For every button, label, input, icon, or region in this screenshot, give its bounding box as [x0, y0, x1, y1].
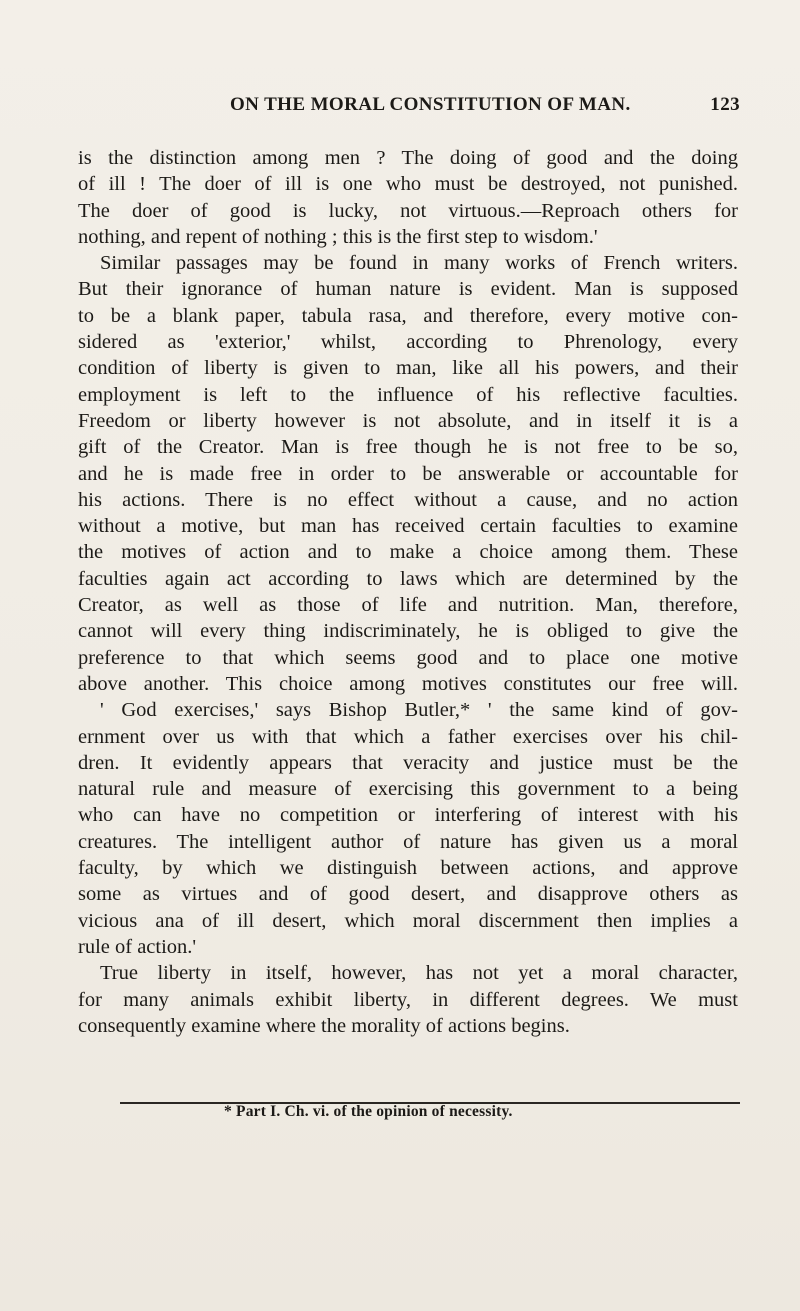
text-line: and he is made free in order to be answerable or accountable for: [78, 462, 738, 485]
running-head: [230, 94, 740, 124]
text-line: employment is left to the influence of his reflective faculties.: [78, 383, 738, 406]
text-line: Creator, as well as those of life and nutrition. Man, therefore,: [78, 594, 738, 617]
paragraph-first-line: Similar passages may be found in many works of French writers.: [100, 252, 738, 275]
text-line: faculties again act according to laws which are determined by the: [78, 567, 738, 590]
footnote: * Part I. Ch. vi. of the opinion of necessity.: [224, 1103, 513, 1120]
text-line: dren. It evidently appears that veracity and justice must be the: [78, 751, 738, 774]
text-line: for many animals exhibit liberty, in different degrees. We must: [78, 988, 738, 1011]
text-line: gift of the Creator. Man is free though he is not free to be so,: [78, 436, 738, 459]
text-line: creatures. The intelligent author of nature has given us a moral: [78, 830, 738, 853]
paragraph-first-line: True liberty in itself, however, has not yet a moral character,: [100, 962, 738, 985]
running-head-title: ON THE MORAL CONSTITUTION OF MAN.: [230, 94, 631, 115]
text-line: Freedom or liberty however is not absolute, and in itself it is a: [78, 409, 738, 432]
text-line: ernment over us with that which a father exercises over his chil-: [78, 725, 738, 748]
text-line: preference to that which seems good and to place one motive: [78, 646, 738, 669]
page-number: 123: [710, 94, 740, 115]
text-line: to be a blank paper, tabula rasa, and therefore, every motive con-: [78, 304, 738, 327]
text-line: condition of liberty is given to man, like all his powers, and their: [78, 357, 738, 380]
text-line: cannot will every thing indiscriminately, he is obliged to give the: [78, 620, 738, 643]
text-line: But their ignorance of human nature is evident. Man is supposed: [78, 278, 738, 301]
text-line: of ill ! The doer of ill is one who must be destroyed, not punished.: [78, 173, 738, 196]
body-text: [78, 145, 738, 1039]
text-line: some as virtues and of good desert, and disapprove others as: [78, 883, 738, 906]
text-line: consequently examine where the morality of actions begins.: [78, 1014, 570, 1037]
text-line: above another. This choice among motives constitutes our free will.: [78, 672, 738, 695]
text-line: who can have no competition or interfering of interest with his: [78, 804, 738, 827]
text-line: the motives of action and to make a choice among them. These: [78, 541, 738, 564]
text-line: sidered as 'exterior,' whilst, according to Phrenology, every: [78, 331, 738, 354]
text-line: The doer of good is lucky, not virtuous.—Reproach others for: [78, 199, 738, 222]
text-line: without a motive, but man has received certain faculties to examine: [78, 515, 738, 538]
text-line: is the distinction among men ? The doing of good and the doing: [78, 147, 738, 169]
text-line: rule of action.': [78, 935, 197, 958]
text-line: vicious ana of ill desert, which moral discernment then implies a: [78, 909, 738, 932]
text-line: natural rule and measure of exercising this government to a being: [78, 778, 738, 801]
text-line: his actions. There is no effect without a cause, and no action: [78, 488, 738, 511]
text-line: nothing, and repent of nothing ; this is the first step to wisdom.': [78, 225, 598, 248]
paragraph-first-line: ' God exercises,' says Bishop Butler,* ' the same kind of gov-: [100, 699, 738, 722]
text-line: faculty, by which we distinguish between actions, and approve: [78, 857, 738, 880]
